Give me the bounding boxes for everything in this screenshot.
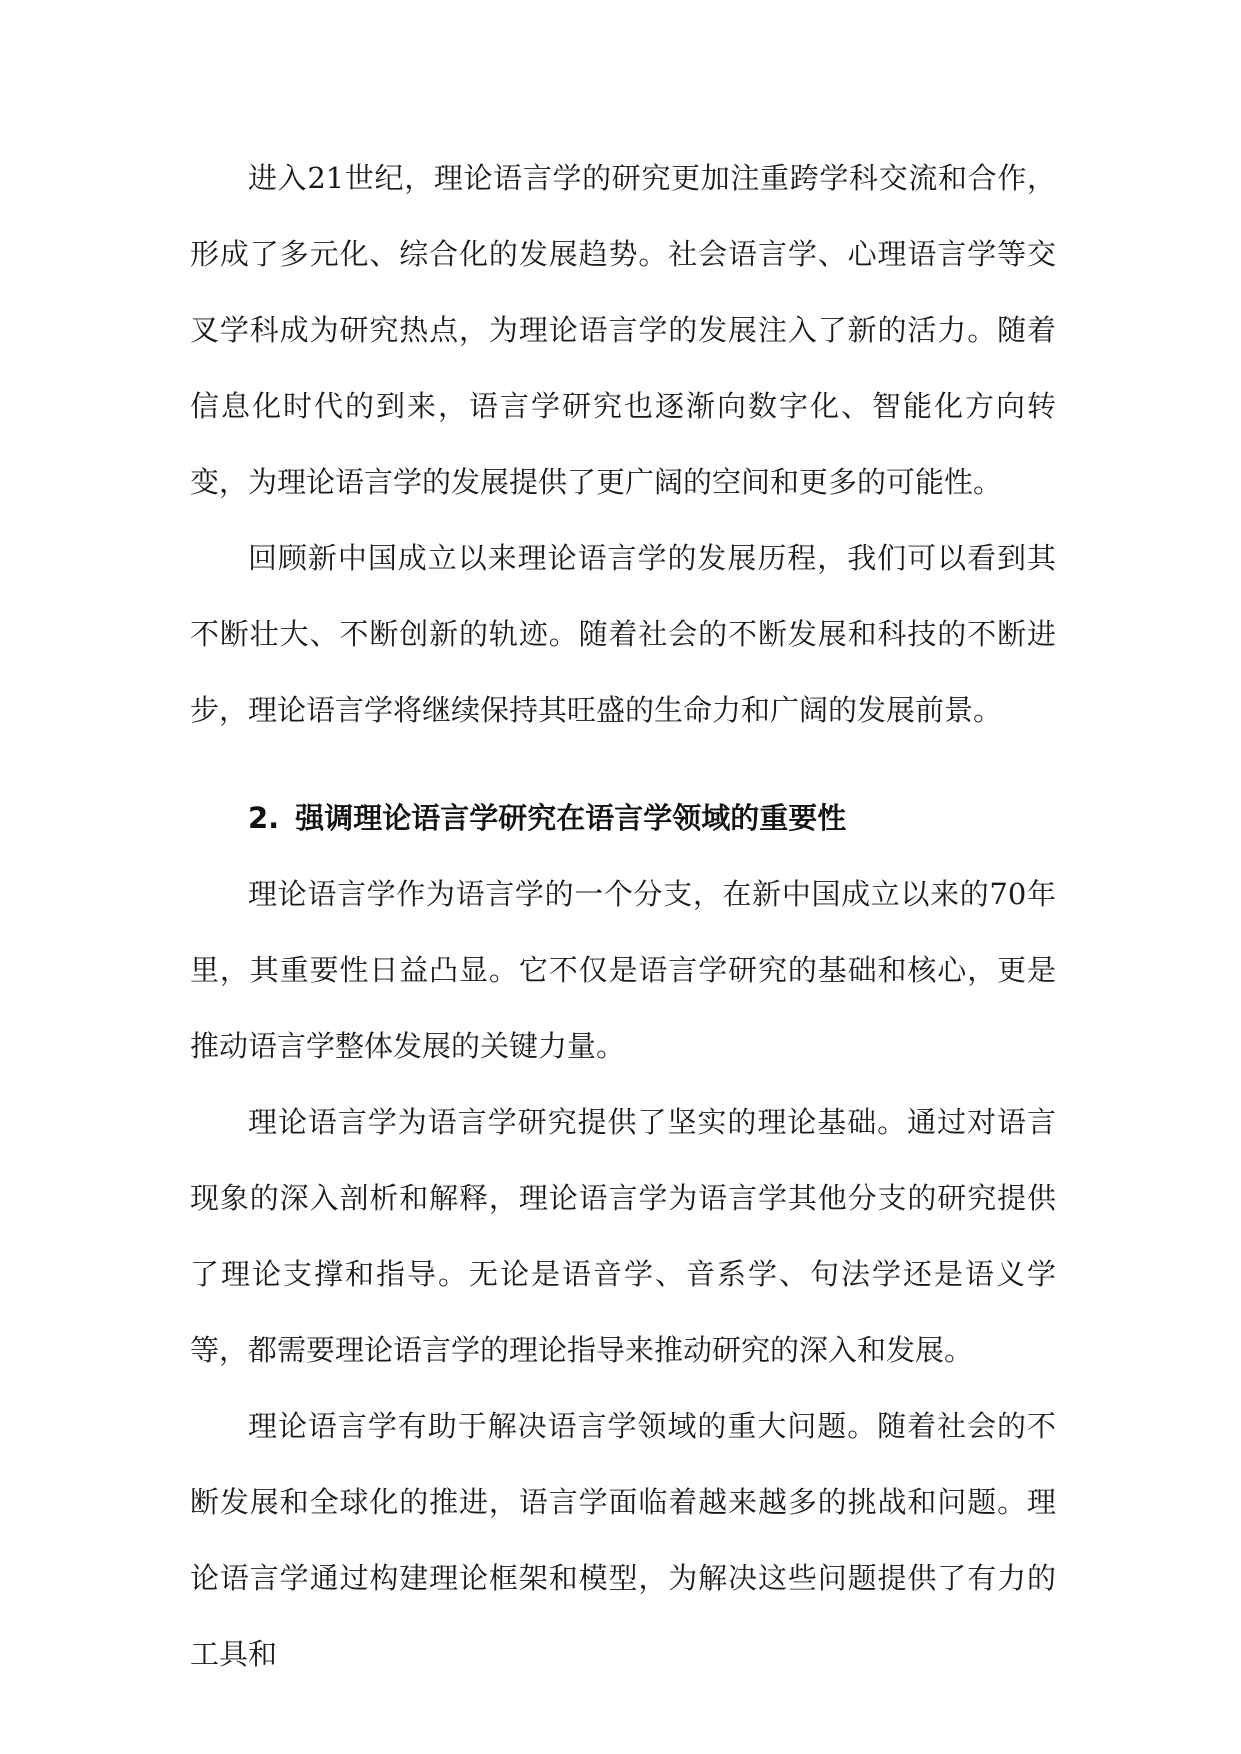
section-heading xyxy=(190,780,1056,856)
paragraph-major-problems: 理论语言学有助于解决语言学领域的重大问题。随着社会的不断发展和全球化的推进，语言学面临着越来越多的挑战和问题。理论语言学通过构建理论框架和模型，为解决这些问题提供了有力的工具和 xyxy=(190,1409,1056,1671)
document-body xyxy=(190,140,1056,1692)
section-title: 强调理论语言学研究在语言学领域的重要性 xyxy=(295,801,847,835)
paragraph-review: 回顾新中国成立以来理论语言学的发展历程，我们可以看到其不断壮大、不断创新的轨迹。随着社会的不断发展和科技的不断进步，理论语言学将继续保持其旺盛的生命力和广阔的发展前景。 xyxy=(190,541,1056,727)
paragraph-21st-century: 进入21世纪，理论语言学的研究更加注重跨学科交流和合作，形成了多元化、综合化的发展趋势。社会语言学、心理语言学等交叉学科成为研究热点，为理论语言学的发展注入了新的活力。随着信息化时代的到来，语言学研究也逐渐向数字化、智能化方向转变，为理论语言学的发展提供了更广阔的空间和更多的可能性。 xyxy=(190,161,1056,499)
section-number: 2. xyxy=(248,801,280,835)
paragraph-importance: 理论语言学作为语言学的一个分支，在新中国成立以来的70年里，其重要性日益凸显。它不仅是语言学研究的基础和核心，更是推动语言学整体发展的关键力量。 xyxy=(190,877,1056,1063)
paragraph-theoretical-basis: 理论语言学为语言学研究提供了坚实的理论基础。通过对语言现象的深入剖析和解释，理论语言学为语言学其他分支的研究提供了理论支撑和指导。无论是语音学、音系学、句法学还是语义学等，都需要理论语言学的理论指导来推动研究的深入和发展。 xyxy=(190,1105,1056,1367)
